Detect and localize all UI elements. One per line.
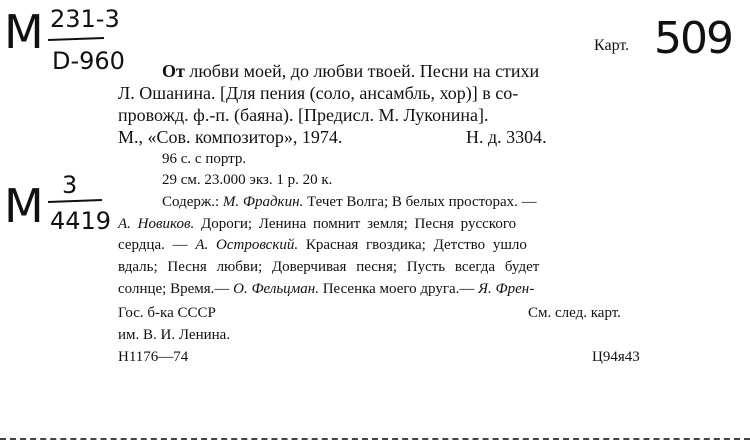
contents-text-2: Дороги; Ленина помнит земля; Песня русского — [200, 216, 517, 232]
contents-text-1: Течет Волга; В белых просторах. — — [307, 194, 537, 210]
composer-frenkel: Я. Френ- — [478, 281, 535, 297]
contents-text-3b: Красная гвоздика; Детство ушло — [305, 237, 527, 253]
composer-fradkin: М. Фрадкин. — [222, 194, 304, 210]
contents-label: Содерж.: — [162, 194, 220, 210]
shelf-number-top: 231-3 — [50, 5, 120, 33]
shelf-letter-top: М — [4, 5, 44, 59]
see-next-card: См. след. карт. — [528, 305, 621, 321]
composer-novikov: А. Новиков. — [118, 216, 195, 232]
title-bold-word: От — [162, 61, 185, 81]
shelf-underline-mid — [48, 199, 102, 203]
composer-feltsman: О. Фельцман. — [233, 281, 319, 297]
shelf-number-mid: 3 — [62, 171, 78, 199]
shelf-underline-top — [48, 37, 104, 41]
title-line-2: Л. Ошанина. [Для пения (соло, ансамбль, хор)] в со- — [118, 83, 519, 103]
contents-line-3 — [118, 235, 527, 255]
publisher-number: Н. д. 3304. — [466, 127, 547, 147]
shelf-letter-mid: М — [4, 179, 44, 233]
card-bottom-edge — [0, 438, 750, 440]
card-number-handwritten: 509 — [654, 13, 732, 64]
contents-text-5b: Песенка моего друга.— — [322, 281, 475, 297]
size-line: 29 см. 23.000 экз. 1 р. 20 к. — [162, 172, 333, 188]
library-line-1: Гос. б-ка СССР — [118, 305, 216, 321]
contents-line-5 — [118, 279, 534, 299]
contents-line-1 — [162, 192, 537, 212]
footer-left-code: Н1176—74 — [118, 349, 189, 365]
contents-text-5a: солнце; Время.— — [118, 281, 230, 297]
pages-line: 96 с. с портр. — [162, 151, 247, 167]
shelf-sub-mid: 4419 — [50, 207, 112, 235]
imprint-line: М., «Сов. композитор», 1974. — [118, 127, 343, 147]
contents-line-2 — [118, 214, 516, 234]
contents-line-4: вдаль; Песня любви; Доверчивая песня; Пусть всегда будет — [118, 259, 540, 275]
library-line-2: им. В. И. Ленина. — [118, 327, 231, 343]
title-line-1 — [162, 61, 539, 81]
composer-ostrovsky: А. Островский. — [195, 237, 299, 253]
footer-right-code: Ц94я43 — [592, 349, 640, 365]
title-line-3: провожд. ф.-п. (баяна). [Предисл. М. Луконина]. — [118, 105, 489, 125]
contents-text-3a: сердца. — — [118, 237, 188, 253]
shelf-sub-top: D-960 — [52, 47, 125, 75]
card-label: Карт. — [594, 37, 630, 54]
title-text: любви моей, до любви твоей. Песни на стихи — [189, 61, 540, 81]
